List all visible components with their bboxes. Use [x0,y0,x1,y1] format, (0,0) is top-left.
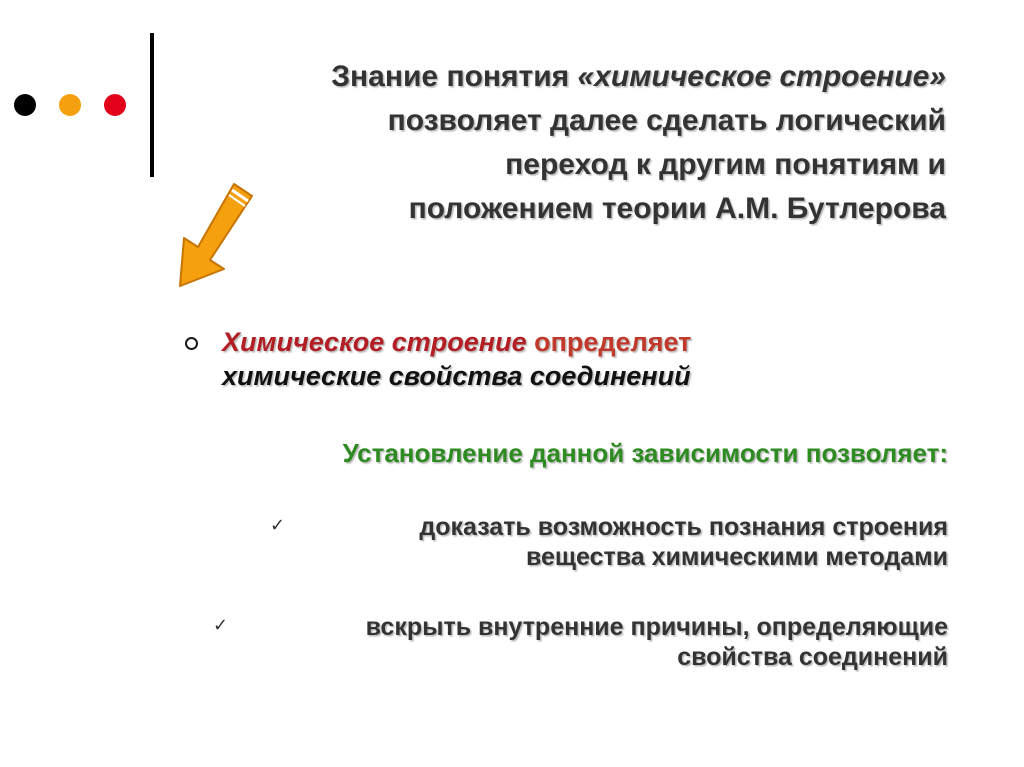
list-item-line-2: вещества химическими методами [525,543,948,571]
checkmark-icon: ✓ [213,615,229,635]
list-item [419,512,948,572]
slide-title [190,55,946,231]
list-item [366,612,948,672]
checkmark-icon: ✓ [270,515,286,535]
orange-dot-icon [59,94,81,116]
main-point-verb: определяет [526,327,692,357]
title-line-1 [190,55,946,99]
title-line-2: позволяет далее сделать логический [387,104,946,137]
list-item-line-1: доказать возможность познания строения [419,513,948,541]
title-line-1-prefix: Знание понятия [331,60,578,93]
main-point-line-2: химические свойства соединений [222,361,691,391]
green-heading: Установление данной зависимости позволяет: [342,438,948,468]
ring-bullet-icon [185,337,198,350]
main-point [222,325,982,393]
list-item-line-1: вскрыть внутренние причины, определяющие [365,613,948,641]
title-line-4: положением теории А.М. Бутлерова [408,192,946,225]
title-line-1-term: «химическое строение» [577,60,946,93]
arrow-down-left-icon [172,176,256,292]
red-dot-icon [104,94,126,116]
title-line-3: переход к другим понятиям и [505,148,946,181]
black-dot-icon [14,94,36,116]
main-point-line-1 [222,325,982,359]
list-item-line-2: свойства соединений [677,643,948,671]
main-point-term: Химическое строение [222,327,527,357]
vertical-divider [150,33,154,177]
